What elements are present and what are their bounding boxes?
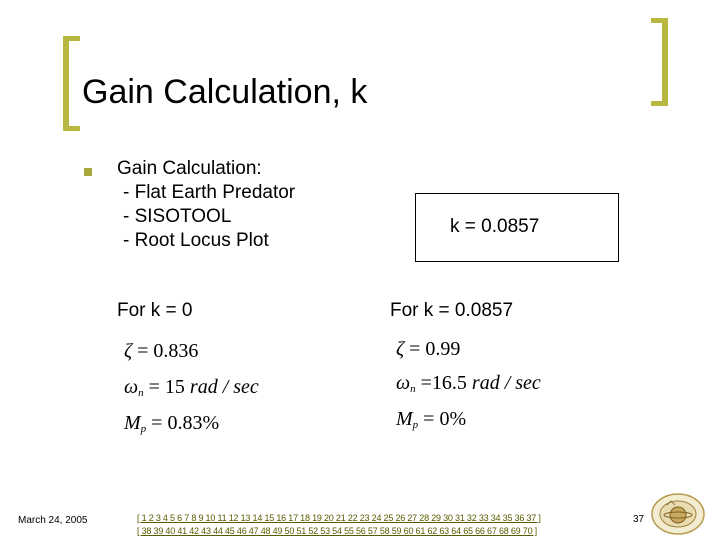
- right-case-header: For k = 0.0857: [390, 300, 514, 321]
- left-case-header: For k = 0: [117, 300, 193, 321]
- page-number: 37: [633, 514, 645, 525]
- right-mp-equation: [396, 408, 466, 431]
- right-wn-value: =16.5: [420, 372, 467, 394]
- left-zeta-value: = 0.836: [137, 340, 199, 362]
- left-wn-value: = 15: [148, 376, 185, 398]
- right-wn-unit: rad / sec: [471, 372, 541, 394]
- k-value-text: k = 0.0857: [450, 216, 540, 237]
- right-mp-value: = 0%: [423, 408, 467, 430]
- right-bracket-vertical: [662, 18, 668, 106]
- right-bracket-bottom: [651, 101, 668, 106]
- left-bracket-top: [63, 36, 80, 41]
- m-symbol: M: [396, 408, 413, 430]
- omega-symbol: ω: [124, 376, 139, 398]
- footer-date: March 24, 2005: [18, 515, 88, 526]
- slide-links-text[interactable]: [ 1 2 3 4 5 6 7 8 9 10 11 12 13 14 15 16 17 18 19 20 21 22 23 24 25 26 27 28 29 30 31 32 33 34 35 36 37 ]: [137, 513, 541, 523]
- bullet-item: - SISOTOOL: [123, 206, 232, 227]
- bullet-square-icon: [84, 168, 92, 176]
- p-subscript: p: [140, 423, 147, 435]
- slide-links-text[interactable]: [ 38 39 40 41 42 43 44 45 46 47 48 49 50 51 52 53 54 55 56 57 58 59 60 61 62 63 64 65 66 67 68 69 70 ]: [137, 526, 537, 536]
- right-bracket-top: [651, 18, 668, 23]
- left-wn-equation: [124, 376, 259, 399]
- n-subscript: n: [138, 387, 144, 399]
- slide-title: Gain Calculation, k: [82, 73, 368, 111]
- right-zeta-equation: [396, 338, 460, 361]
- left-wn-unit: rad / sec: [189, 376, 259, 398]
- slide-links-row-1[interactable]: [137, 513, 541, 523]
- left-mp-value: = 0.83%: [151, 412, 220, 434]
- p-subscript: p: [412, 419, 419, 431]
- right-wn-equation: [396, 372, 541, 395]
- n-subscript: n: [410, 383, 416, 395]
- right-zeta-value: = 0.99: [409, 338, 461, 360]
- zeta-symbol: ζ: [396, 338, 405, 360]
- bullet-heading: Gain Calculation:: [117, 158, 262, 179]
- left-bracket-bottom: [63, 126, 80, 131]
- bullet-item: - Flat Earth Predator: [123, 182, 296, 203]
- left-mp-equation: [124, 412, 219, 435]
- left-zeta-equation: [124, 340, 198, 363]
- slide-links-row-2[interactable]: [137, 526, 537, 536]
- left-bracket-vertical: [63, 36, 69, 131]
- bullet-text: [117, 157, 295, 253]
- zeta-symbol: ζ: [124, 340, 133, 362]
- bullet-item: - Root Locus Plot: [123, 230, 269, 251]
- m-symbol: M: [124, 412, 141, 434]
- seal-logo-icon: [649, 491, 707, 536]
- omega-symbol: ω: [396, 372, 411, 394]
